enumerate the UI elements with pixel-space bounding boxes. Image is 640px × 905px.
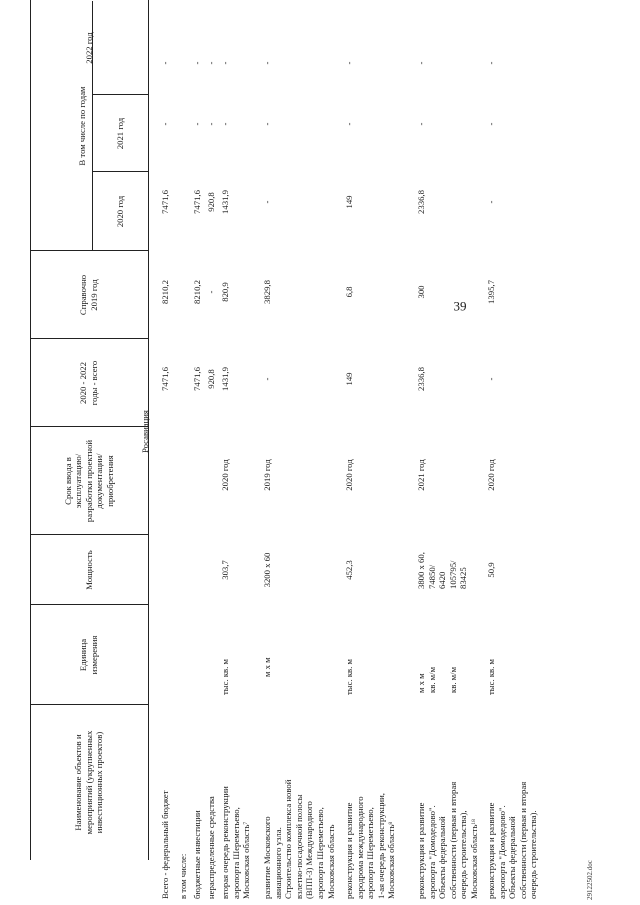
row-0-2020: 7471,6 — [160, 190, 170, 214]
row-5-total: - — [262, 377, 272, 381]
row-4-deadline: 2020 год — [220, 459, 230, 491]
row-8-deadline: 2020 год — [486, 459, 496, 491]
row-3-name: нераспределенные средства — [206, 796, 216, 899]
header-2021: 2021 год — [114, 117, 125, 150]
row-6-capacity: 452,3 — [344, 560, 354, 580]
row-6-total: 149 — [344, 372, 354, 386]
row-7-2021: - — [416, 122, 426, 126]
row-8-2020: - — [486, 200, 496, 204]
row-2-2022: - — [192, 61, 202, 65]
row-4-name: вторая очередь реконструкции аэропорта Шереметьево, Московская область$^7$ — [220, 786, 252, 899]
row-7-2020: 2336,8 — [416, 190, 426, 214]
row-4-total: 1431,9 — [220, 367, 230, 391]
row-4-unit: тыс. кв. м — [220, 659, 230, 695]
row-8-name: реконструкция и развитие аэропорта "Домодедово". Объекты федеральной собственности (первая и вторая очередь строительства). — [486, 781, 539, 899]
row-3-2021: - — [206, 122, 216, 126]
row-8-2021: - — [486, 122, 496, 126]
row-6-ref: 6,8 — [344, 286, 354, 298]
header-2022: 2022 год — [83, 32, 94, 64]
row-4-2022: - — [220, 61, 230, 65]
row-2-ref: 8210,2 — [192, 280, 202, 304]
row-0-name: Всего - федеральный бюджет — [160, 790, 170, 899]
row-4-capacity: 303,7 — [220, 560, 230, 580]
row-6-name: реконструкция и развитие аэродрома международного аэропорта Шереметьево, 1-ая очередь реконструкции, Московская область$^8$ — [344, 793, 397, 899]
row-1-name: в том числе: — [178, 853, 188, 899]
row-7-name: реконструкция и развитие аэропорта "Домодедово". Объекты федеральной собственности (первая и вторая очередь строительства), Московская область$^{18}$ — [416, 781, 479, 899]
row-8-unit: тыс. кв. м — [486, 659, 496, 695]
header-unit: Единица измерения — [78, 635, 99, 675]
row-6-2022: - — [344, 61, 354, 65]
row-7-total: 2336,8 — [416, 367, 426, 391]
footnote-marker: 8 — [388, 821, 395, 825]
row-6-deadline: 2020 год — [344, 459, 354, 491]
header-capacity: Мощность — [83, 550, 94, 590]
row-8-capacity: 50,9 — [486, 562, 496, 578]
row-7-2022: - — [416, 61, 426, 65]
row-8-2022: - — [486, 61, 496, 65]
row-3-2022: - — [206, 61, 216, 65]
row-5-capacity: 3200 х 60 — [262, 552, 272, 588]
row-4-2020: 1431,9 — [220, 190, 230, 214]
row-7-unit: м х м кв. м/м кв. м/м — [416, 666, 458, 693]
row-2-2021: - — [192, 122, 202, 126]
row-3-2020: 920,8 — [206, 192, 216, 212]
row-5-2022: - — [262, 61, 272, 65]
row-3-total: 920,8 — [206, 369, 216, 389]
row-5-ref: 3829,8 — [262, 280, 272, 304]
row-8-ref: 1395,7 — [486, 280, 496, 304]
row-8-total: - — [486, 377, 496, 381]
header-name: Наименование объектов и мероприятий (укрупненных инвестиционных проектов) — [73, 730, 105, 835]
row-0-ref: 8210,2 — [160, 280, 170, 304]
page-number: 39 — [453, 298, 467, 314]
header-ref: Справочно 2019 год — [78, 274, 99, 316]
row-2-total: 7471,6 — [192, 367, 202, 391]
row-2-2020: 7471,6 — [192, 190, 202, 214]
row-4-2021: - — [220, 122, 230, 126]
row-0-total: 7471,6 — [160, 367, 170, 391]
header-2020: 2020 год — [114, 195, 125, 228]
row-0-2021: - — [160, 122, 170, 126]
header-deadline: Срок ввода в эксплуатацию/ разработки проектной документации/ приобретения — [62, 439, 115, 523]
row-6-2020: 149 — [344, 195, 354, 209]
footnote-marker: 18 — [470, 819, 477, 825]
row-6-unit: тыс. кв. м — [344, 659, 354, 695]
row-6-2021: - — [344, 122, 354, 126]
header-split: В том числе по годам — [77, 86, 88, 166]
row-7-capacity: 3800 х 60, 74850/ 6420 105795/ 83425 — [416, 552, 469, 589]
agency-label: Росавиация — [140, 410, 150, 453]
footnote-marker: 7 — [243, 821, 250, 825]
row-2-name: бюджетные инвестиции — [192, 810, 202, 899]
row-5-2021: - — [262, 122, 272, 126]
row-5-deadline: 2019 год — [262, 459, 272, 491]
document-id: 29122502.doc — [586, 860, 594, 900]
row-5-name: развитие Московского авиационного узла. Строительство комплекса новой взлетно-посадочной полосы (ВПП-3) Международного аэропорта Шереметьево, Московская область — [262, 779, 336, 899]
row-3-ref: - — [206, 290, 216, 294]
row-7-deadline: 2021 год — [416, 459, 426, 491]
row-0-2022: - — [160, 61, 170, 65]
row-5-unit: м х м — [262, 657, 272, 677]
row-5-2020: - — [262, 200, 272, 204]
header-total: 2020 - 2022 годы - всего — [78, 360, 99, 406]
row-4-ref: 820,9 — [220, 282, 230, 302]
row-7-ref: 300 — [416, 285, 426, 299]
